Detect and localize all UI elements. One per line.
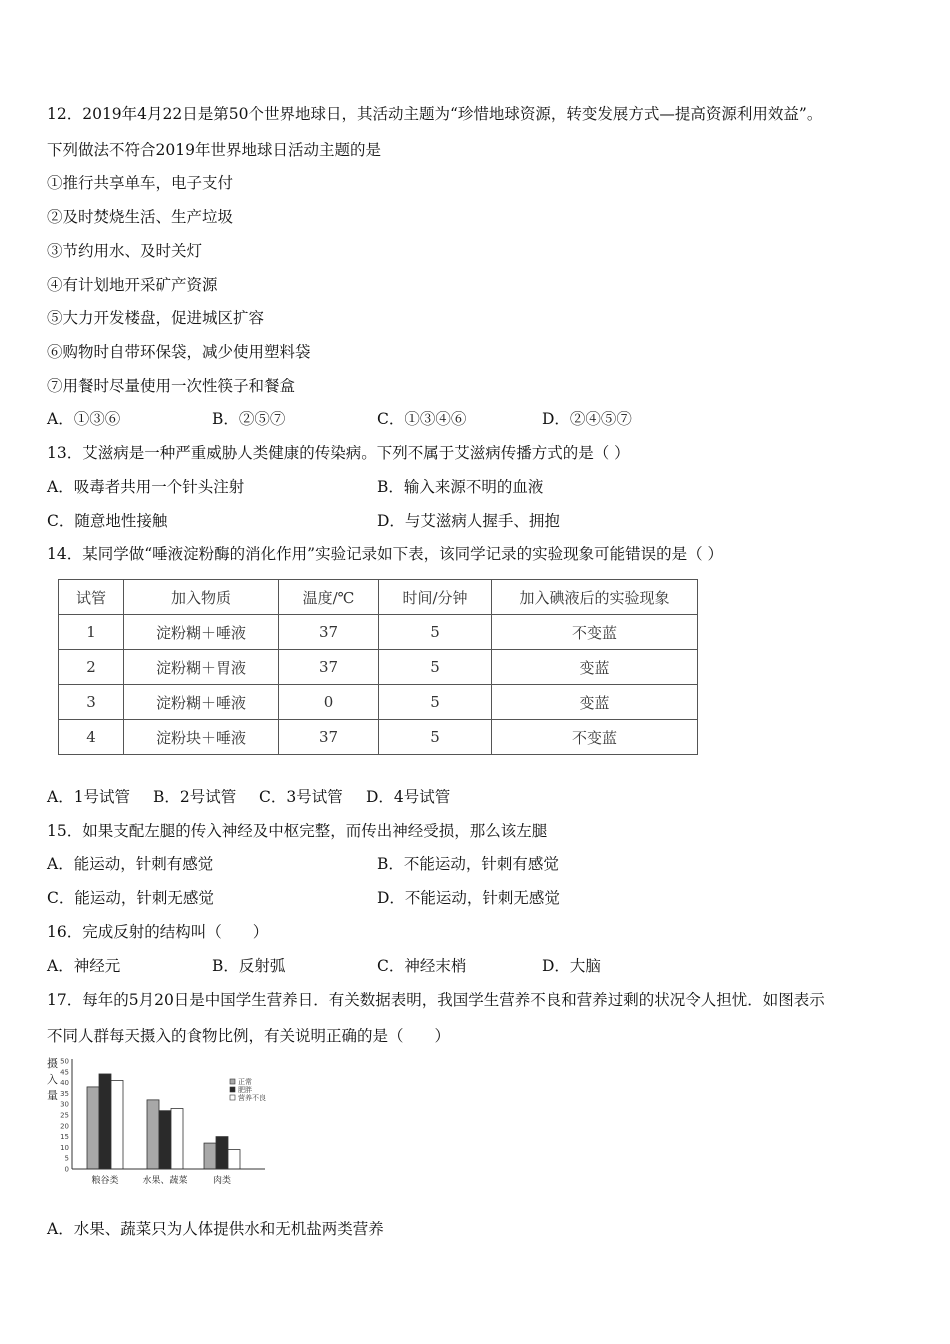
food-intake-chart [40,1055,290,1190]
y-tick-label: 10 [60,1143,69,1152]
table-cell: 不变蓝 [492,615,698,650]
q12-stem-line1: 12．2019年4月22日是第50个世界地球日，其活动主题为“珍惜地球资源，转变发展方式—提高资源利用效益”。 [47,105,823,123]
q16-stem: 16．完成反射的结构叫（ ） [47,923,269,941]
y-label-char: 入 [47,1073,58,1086]
x-tick-label: 水果、蔬菜 [142,1176,188,1186]
y-tick-label: 20 [60,1122,69,1131]
table-cell: 淀粉糊＋唾液 [124,615,279,650]
q13-stem: 13．艾滋病是一种严重威胁人类健康的传染病。下列不属于艾滋病传播方式的是（ ） [47,444,630,462]
y-tick-label: 30 [60,1100,69,1109]
table-row [59,685,698,720]
q14-option-d[interactable]: D．4号试管 [366,788,451,806]
table-cell: 变蓝 [492,685,698,720]
q12-item-4: ④有计划地开采矿产资源 [47,276,218,294]
q12-item-1: ①推行共享单车，电子支付 [47,174,234,192]
table-cell: 5 [379,685,492,720]
q12-item-3: ③节约用水、及时关灯 [47,242,203,260]
q13-option-c[interactable]: C．随意地性接触 [47,512,168,530]
table-cell: 不变蓝 [492,720,698,755]
legend-label: 肥胖 [238,1086,252,1094]
y-tick-label: 35 [60,1089,69,1098]
table-cell: 淀粉块＋唾液 [124,720,279,755]
q17-stem-line2: 不同人群每天摄入的食物比例，有关说明正确的是（ ） [47,1027,451,1045]
q13-option-d[interactable]: D．与艾滋病人握手、拥抱 [377,512,560,530]
bar-正常 [204,1143,216,1169]
table-cell: 4 [59,720,124,755]
x-tick-label: 肉类 [212,1176,232,1186]
table-header: 加入物质 [124,580,279,615]
q17-option-a[interactable]: A．水果、蔬菜只为人体提供水和无机盐两类营养 [47,1220,384,1238]
bar-营养不良 [171,1109,183,1169]
q15-option-c[interactable]: C．能运动，针刺无感觉 [47,889,214,907]
y-label-char: 量 [47,1089,58,1102]
y-tick-label: 25 [60,1111,69,1120]
legend-swatch [230,1095,235,1100]
y-axis-label [47,1056,58,1102]
bar-正常 [147,1100,159,1169]
q14-stem: 14．某同学做“唾液淀粉酶的消化作用”实验记录如下表，该同学记录的实验现象可能错误的是（ ） [47,545,724,563]
y-tick-label: 15 [60,1133,69,1142]
q12-item-5: ⑤大力开发楼盘，促进城区扩容 [47,309,265,327]
table-cell: 1 [59,615,124,650]
y-label-char: 摄 [47,1057,58,1070]
q15-stem: 15．如果支配左腿的传入神经及中枢完整，而传出神经受损，那么该左腿 [47,822,548,840]
table-cell: 2 [59,650,124,685]
q15-option-b[interactable]: B．不能运动，针刺有感觉 [377,855,559,873]
q17-stem-line1: 17．每年的5月20日是中国学生营养日．有关数据表明，我国学生营养不良和营养过剩的状况令人担忧．如图表示 [47,991,825,1009]
q14-option-c[interactable]: C．3号试管 [259,788,343,806]
y-tick-label: 0 [64,1165,69,1174]
table-cell: 37 [279,720,379,755]
table-header: 时间/分钟 [379,580,492,615]
q12-item-2: ②及时焚烧生活、生产垃圾 [47,208,234,226]
legend-swatch [230,1087,235,1092]
x-tick-label: 粮谷类 [91,1176,119,1186]
legend-swatch [230,1079,235,1084]
q12-item-7: ⑦用餐时尽量使用一次性筷子和餐盒 [47,377,296,395]
table-cell: 5 [379,615,492,650]
y-tick-label: 5 [64,1154,69,1163]
table-cell: 5 [379,720,492,755]
q12-option-a[interactable]: A．①③⑥ [47,410,121,428]
table-cell: 37 [279,615,379,650]
table-row [59,720,698,755]
table-row [59,650,698,685]
q12-item-6: ⑥购物时自带环保袋，减少使用塑料袋 [47,343,311,361]
bar-肥胖 [216,1137,228,1169]
q16-option-b[interactable]: B．反射弧 [212,957,286,975]
q16-option-d[interactable]: D．大脑 [542,957,601,975]
q16-option-c[interactable]: C．神经末梢 [377,957,467,975]
experiment-table [58,579,698,755]
table-cell: 变蓝 [492,650,698,685]
table-header: 加入碘液后的实验现象 [492,580,698,615]
table-header-row [59,580,698,615]
table-header: 温度/℃ [279,580,379,615]
bar-正常 [87,1087,99,1169]
legend-label: 正常 [238,1078,252,1086]
table-cell: 5 [379,650,492,685]
table-cell: 37 [279,650,379,685]
q12-option-c[interactable]: C．①③④⑥ [377,410,467,428]
q12-stem-line2: 下列做法不符合2019年世界地球日活动主题的是 [47,141,381,159]
q12-option-b[interactable]: B．②⑤⑦ [212,410,286,428]
q15-option-d[interactable]: D．不能运动，针刺无感觉 [377,889,560,907]
table-cell: 3 [59,685,124,720]
bar-肥胖 [99,1074,111,1169]
q13-option-b[interactable]: B．输入来源不明的血液 [377,478,544,496]
table-header: 试管 [59,580,124,615]
legend-label: 营养不良 [238,1094,266,1102]
y-tick-label: 40 [60,1079,69,1088]
bar-营养不良 [228,1150,240,1169]
q12-option-d[interactable]: D．②④⑤⑦ [542,410,632,428]
q14-option-b[interactable]: B．2号试管 [153,788,237,806]
q14-option-a[interactable]: A．1号试管 [47,788,131,806]
table-cell: 淀粉糊＋胃液 [124,650,279,685]
table-cell: 0 [279,685,379,720]
bar-肥胖 [159,1111,171,1169]
q13-option-a[interactable]: A．吸毒者共用一个针头注射 [47,478,245,496]
bar-营养不良 [111,1080,123,1169]
y-tick-label: 50 [60,1057,69,1066]
table-row [59,615,698,650]
q16-option-a[interactable]: A．神经元 [47,957,121,975]
y-tick-label: 45 [60,1068,69,1077]
q15-option-a[interactable]: A．能运动，针刺有感觉 [47,855,214,873]
table-cell: 淀粉糊＋唾液 [124,685,279,720]
